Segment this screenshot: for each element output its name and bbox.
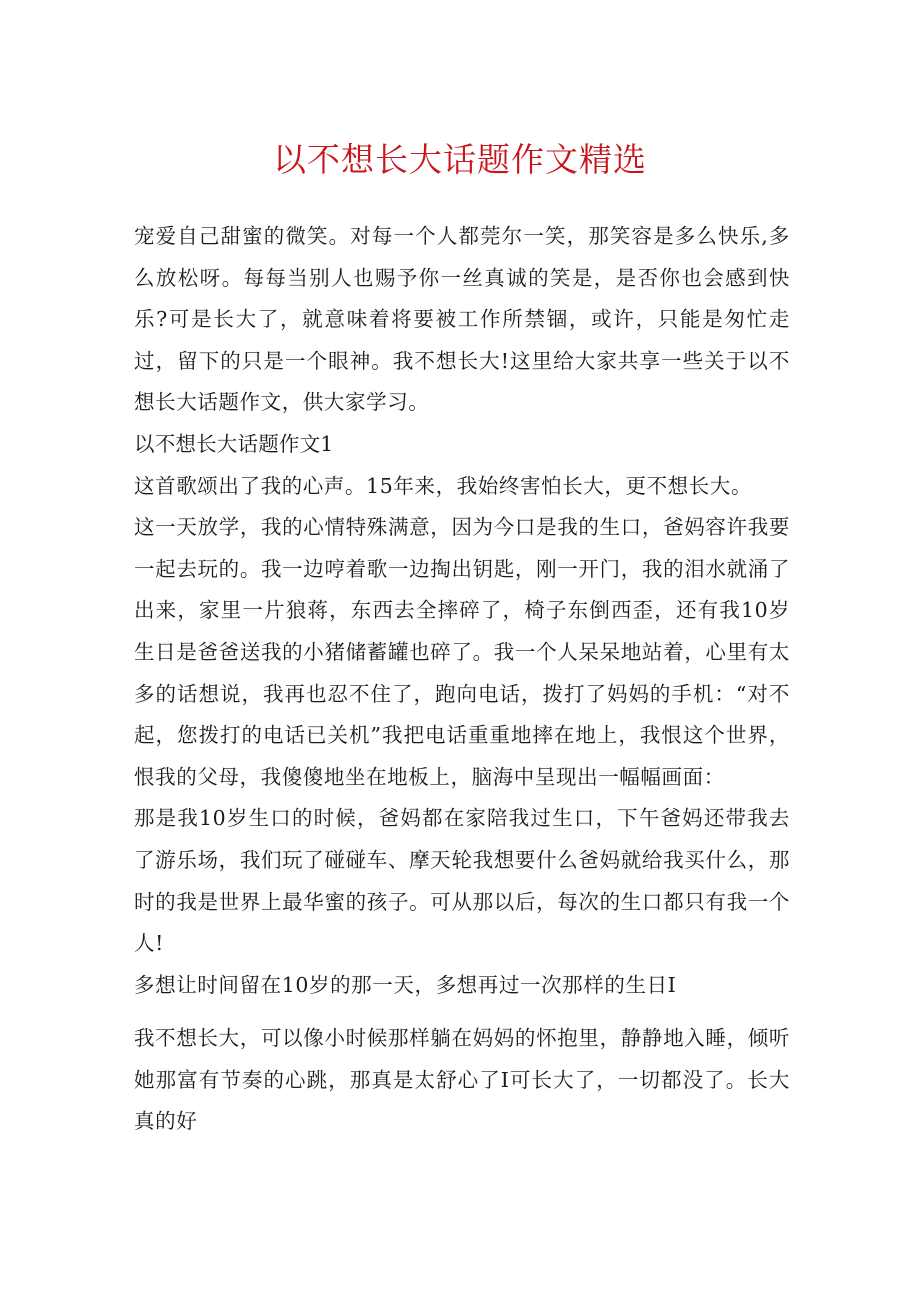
body-paragraph: 那是我10岁生口的时候，爸妈都在家陪我过生口，下午爸妈还带我去了游乐场，我们玩了碰碰车、摩天轮我想要什么爸妈就给我买什么，那时的我是世界上最华蜜的孩子。可从那以后，每次的生口都只有我一个人! [134, 806, 790, 956]
document-body [134, 216, 790, 1143]
body-paragraph: 我不想长大，可以像小时候那样躺在妈妈的怀抱里，静静地入睡，倾听她那富有节奏的心跳，那真是太舒心了I可长大了，一切都没了。长大真的好 [134, 1026, 790, 1134]
body-paragraph: 这一天放学，我的心情特殊满意，因为今口是我的生口，爸妈容许我要一起去玩的。我一边哼着歌一边掏出钥匙，刚一开门，我的泪水就涌了出来，家里一片狼蒋，东西去全摔碎了，椅子东倒西歪，还有我10岁生日是爸爸送我的小猪储蓄罐也碎了。我一个人呆呆地站着，心里有太多的话想说，我再也忍不住了，跑向电话，拨打了妈妈的手机：“对不起，您拨打的电话已关机”我把电话重重地摔在地上，我恨这个世界，恨我的父母，我傻傻地坐在地板上，脑海中呈现出一幅幅画面： [134, 515, 790, 789]
document-title: 以不想长大话题作文精选 [273, 140, 647, 179]
body-paragraph: 这首歌颂出了我的心声。15年来，我始终害怕长大，更不想长大。 [134, 473, 753, 498]
body-paragraph: 多想让时间留在10岁的那一天，多想再过一次那样的生日I [134, 972, 677, 997]
section-heading: 以不想长大话题作文1 [134, 431, 334, 456]
intro-paragraph: 宠爱自己甜蜜的微笑。对每一个人都莞尔一笑，那笑容是多么快乐,多么放松呀。每每当别人也赐予你一丝真诚的笑是，是否你也会感到快乐?可是长大了，就意味着将要被工作所禁锢，或许，只能是匆忙走过，留下的只是一个眼神。我不想长大!这里给大家共享一些关于以不想长大话题作文，供大家学习。 [134, 224, 790, 415]
